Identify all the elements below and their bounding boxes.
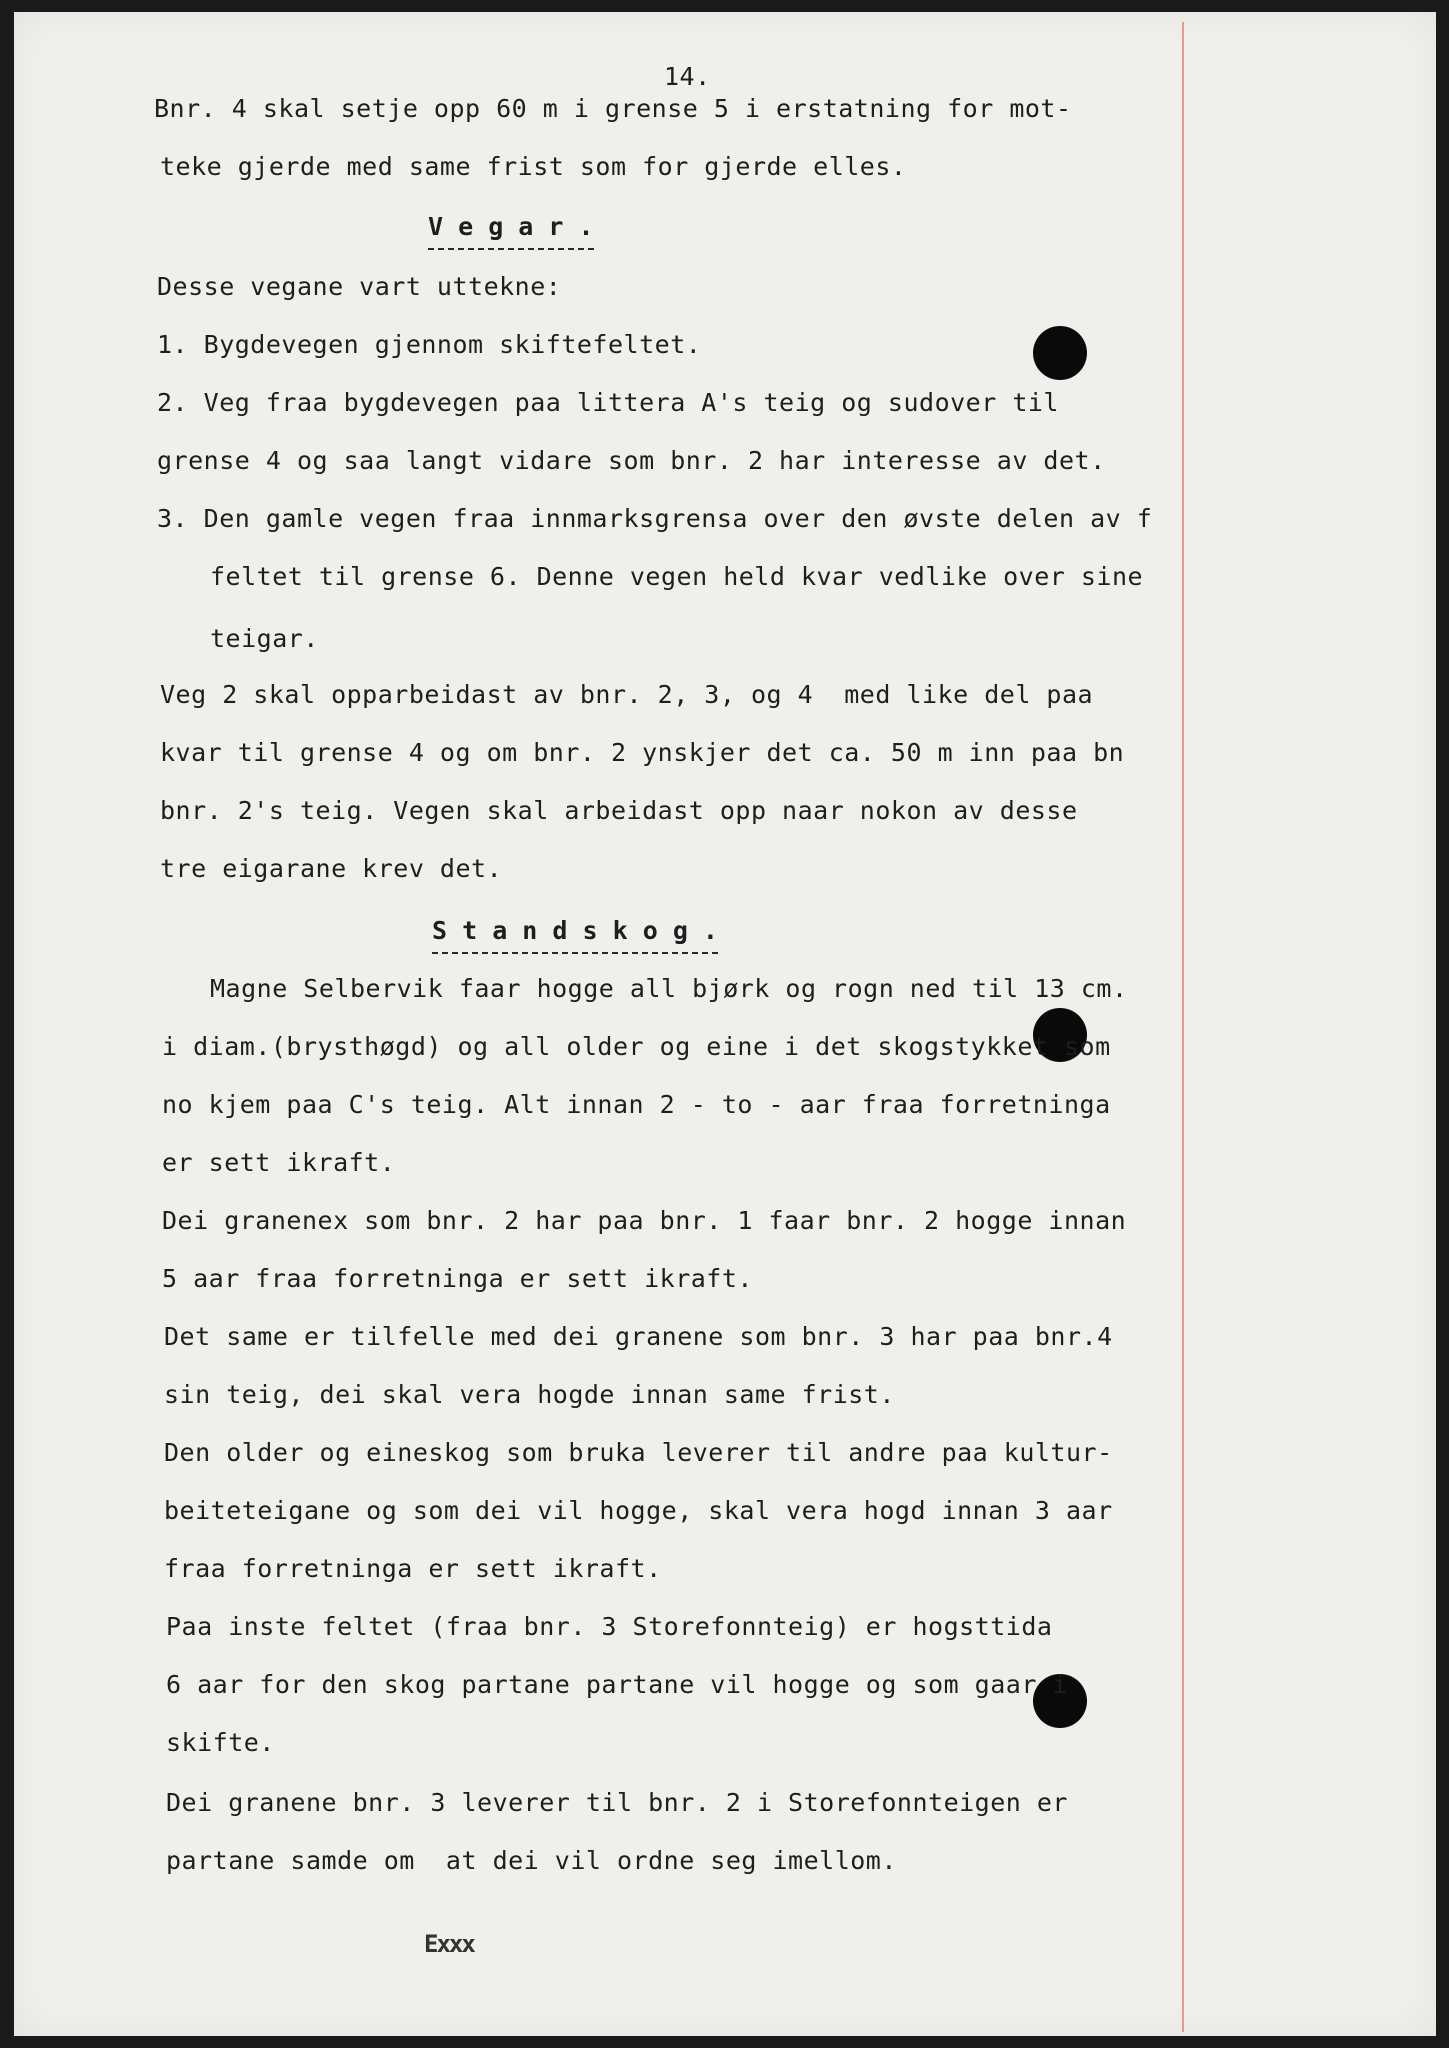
text-line: i diam.(brysthøgd) og all older og eine i det skogstykket som — [162, 1032, 1111, 1061]
text-line: tre eigarane krev det. — [160, 854, 503, 883]
text-line: 5 aar fraa forretninga er sett ikraft. — [162, 1264, 753, 1293]
document-page — [14, 12, 1436, 2036]
text-line: er sett ikraft. — [162, 1148, 396, 1177]
text-line: skifte. — [166, 1728, 275, 1757]
text-line: Bnr. 4 skal setje opp 60 m i grense 5 i erstatning for mot- — [154, 94, 1072, 123]
text-line: bnr. 2's teig. Vegen skal arbeidast opp naar nokon av desse — [160, 796, 1078, 825]
text-line: grense 4 og saa langt vidare som bnr. 2 har interesse av det. — [157, 446, 1106, 475]
text-line: beiteteigane og som dei vil hogge, skal vera hogd innan 3 aar — [164, 1496, 1113, 1525]
text-line: 1. Bygdevegen gjennom skiftefeltet. — [157, 330, 702, 359]
text-line: 6 aar for den skog partane partane vil hogge og som gaar i — [166, 1670, 1068, 1699]
text-line: feltet til grense 6. Denne vegen held kvar vedlike over sine — [210, 562, 1144, 591]
text-line: teigar. — [210, 624, 319, 653]
text-line: Det same er tilfelle med dei granene som bnr. 3 har paa bnr.4 — [164, 1322, 1113, 1351]
struck-out-mark: Exxx — [424, 1930, 474, 1958]
text-line: Dei granene bnr. 3 leverer til bnr. 2 i Storefonnteigen er — [166, 1788, 1068, 1817]
text-line: Veg 2 skal opparbeidast av bnr. 2, 3, og 4 med like del paa — [160, 680, 1094, 709]
text-line: 3. Den gamle vegen fraa innmarksgrensa over den øvste delen av f — [157, 504, 1153, 533]
text-line: Paa inste feltet (fraa bnr. 3 Storefonnteig) er hogsttida — [166, 1612, 1053, 1641]
text-line: Magne Selbervik faar hogge all bjørk og rogn ned til 13 cm. — [210, 974, 1128, 1003]
text-line: fraa forretninga er sett ikraft. — [164, 1554, 662, 1583]
text-line: partane samde om at dei vil ordne seg imellom. — [166, 1846, 897, 1875]
text-line: 2. Veg fraa bygdevegen paa littera A's teig og sudover til — [157, 388, 1059, 417]
page-number: 14. — [664, 62, 711, 91]
text-line: no kjem paa C's teig. Alt innan 2 - to - aar fraa forretninga — [162, 1090, 1111, 1119]
text-line: Dei granenex som bnr. 2 har paa bnr. 1 faar bnr. 2 hogge innan — [162, 1206, 1127, 1235]
section-heading-standskog: S t a n d s k o g . — [432, 916, 718, 945]
text-line: Desse vegane vart uttekne: — [157, 272, 562, 301]
text-line: Den older og eineskog som bruka leverer til andre paa kultur- — [164, 1438, 1113, 1467]
text-line: teke gjerde med same frist som for gjerde elles. — [160, 152, 907, 181]
text-line: sin teig, dei skal vera hogde innan same frist. — [164, 1380, 895, 1409]
punch-hole — [1033, 326, 1087, 380]
margin-rule — [1182, 22, 1184, 2032]
text-line: kvar til grense 4 og om bnr. 2 ynskjer det ca. 50 m inn paa bn — [160, 738, 1125, 767]
section-heading-vegar: V e g a r . — [428, 212, 594, 241]
